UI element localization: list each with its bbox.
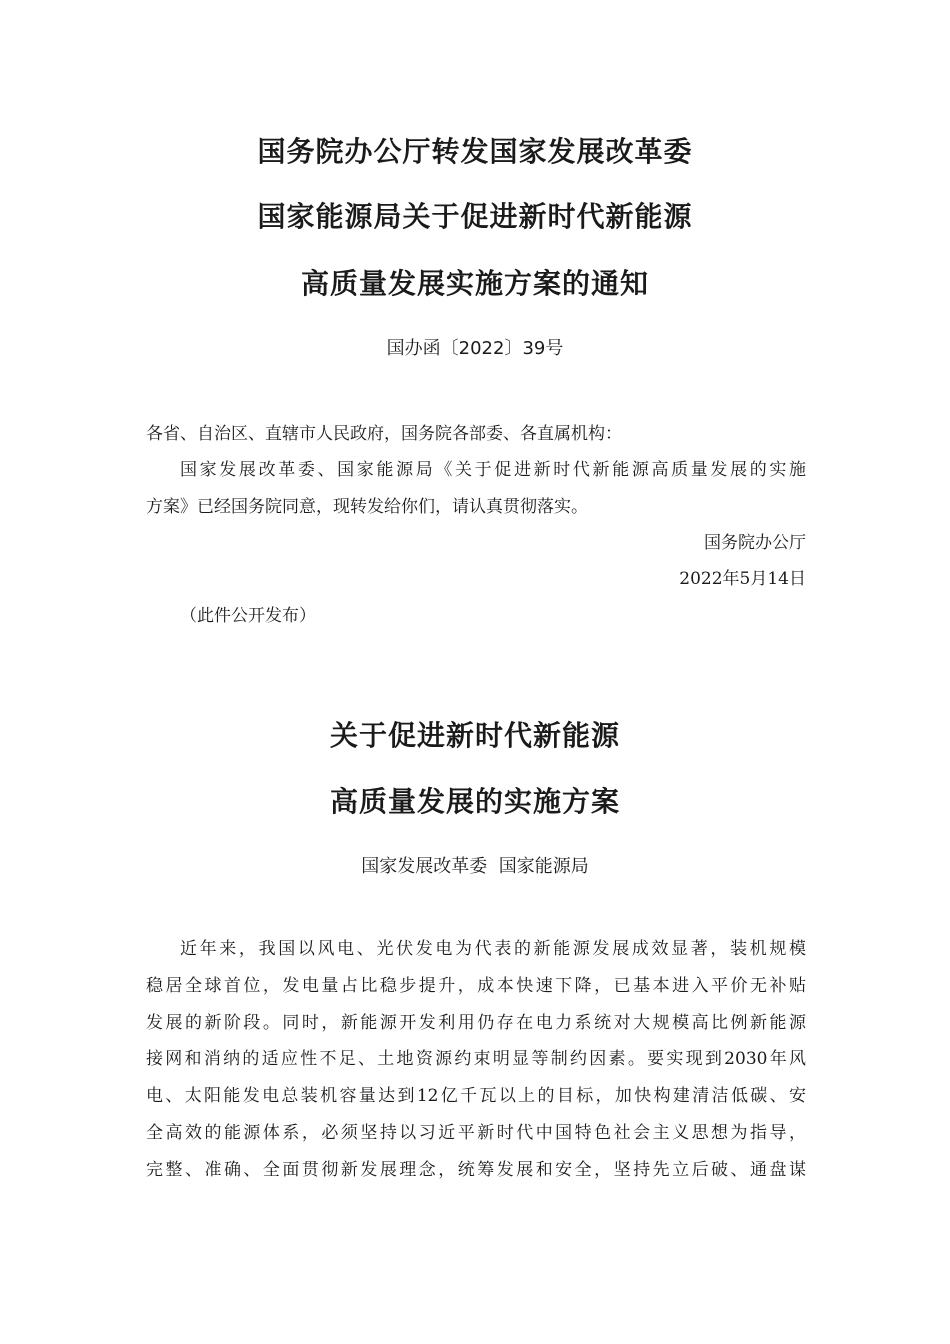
paragraph-line-4: 接网和消纳的适应性不足、土地资源约束明显等制约因素。要实现到2030年风: [146, 1049, 806, 1069]
paragraph-line-6: 全高效的能源体系，必须坚持以习近平新时代中国特色社会主义思想为指导，: [146, 1123, 806, 1143]
paragraph-line-7: 完整、准确、全面贯彻新发展理念，统筹发展和安全，坚持先立后破、通盘谋: [146, 1160, 806, 1180]
issuer: 国务院办公厅: [704, 533, 806, 553]
document-number: 国办函〔2022〕39号: [386, 338, 564, 359]
notice-title-line-1: 国务院办公厅转发国家发展改革委: [257, 135, 693, 168]
paragraph-line-5: 电、太阳能发电总装机容量达到12亿千瓦以上的目标，加快构建清洁低碳、安: [146, 1086, 806, 1106]
notice-title-line-2: 国家能源局关于促进新时代新能源: [257, 200, 693, 233]
paragraph-line-2: 稳居全球首位，发电量占比稳步提升，成本快速下降，已基本进入平价无补贴: [146, 976, 806, 996]
addressee: 各省、自治区、直辖市人民政府，国务院各部委、各直属机构：: [146, 424, 622, 444]
notice-body-line-1: 国家发展改革委、国家能源局《关于促进新时代新能源高质量发展的实施: [180, 460, 806, 480]
notice-title-line-3: 高质量发展实施方案的通知: [300, 267, 649, 300]
publication-note: （此件公开发布）: [180, 606, 316, 626]
plan-title-line-1: 关于促进新时代新能源: [329, 719, 620, 752]
plan-authors: 国家发展改革委 国家能源局: [361, 856, 589, 877]
plan-title-line-2: 高质量发展的实施方案: [329, 785, 620, 818]
issue-date: 2022年5月14日: [679, 569, 806, 589]
notice-body-line-2: 方案》已经国务院同意，现转发给你们，请认真贯彻落实。: [146, 497, 588, 517]
paragraph-line-3: 发展的新阶段。同时，新能源开发利用仍存在电力系统对大规模高比例新能源: [146, 1013, 806, 1033]
paragraph-line-1: 近年来，我国以风电、光伏发电为代表的新能源发展成效显著，装机规模: [180, 939, 806, 959]
